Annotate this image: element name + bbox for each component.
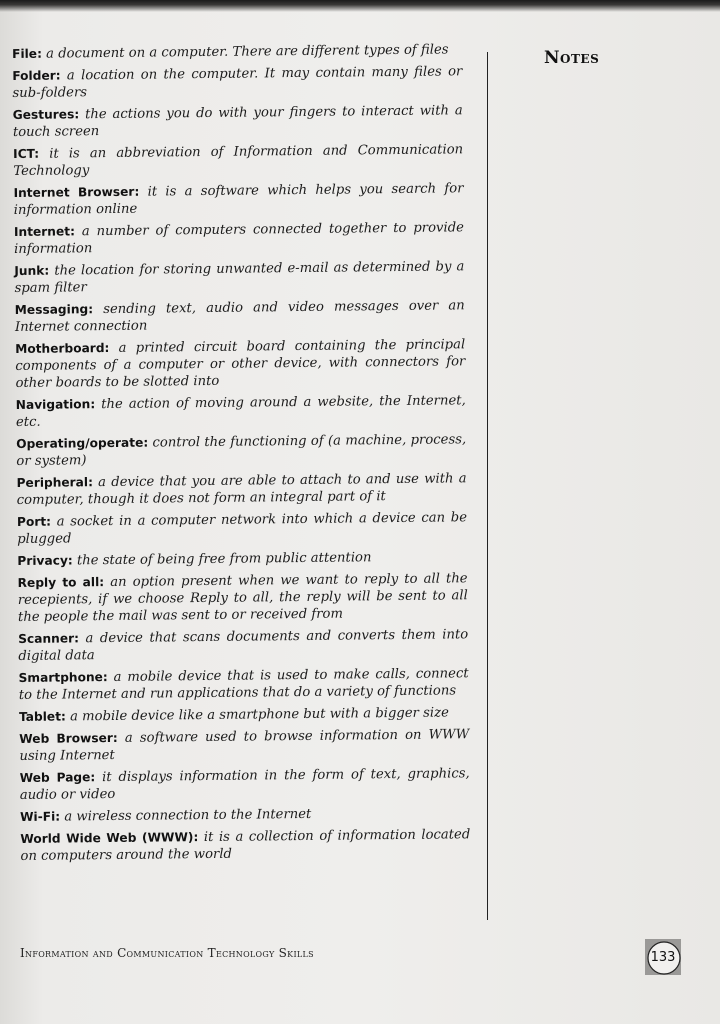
glossary-definition: a wireless connection to the Internet xyxy=(64,806,312,825)
glossary-entry xyxy=(19,665,469,704)
glossary-entry xyxy=(12,63,462,102)
glossary-definition: a printed circuit board containing the principal components of a computer or other device, with connectors for other boards to be slotted into xyxy=(15,337,466,391)
glossary-definition: it is a collection of information located on computers around the world xyxy=(20,827,471,864)
glossary-term: File: xyxy=(12,46,42,61)
glossary-term: Web Page: xyxy=(19,770,96,785)
glossary-definition: control the functioning of (a machine, process, or system) xyxy=(16,432,467,469)
glossary-entry xyxy=(16,392,466,431)
glossary-term: Internet Browser: xyxy=(13,184,140,200)
glossary-entry xyxy=(14,219,464,258)
glossary-entry xyxy=(15,336,466,392)
page-top-shadow xyxy=(0,0,720,12)
glossary-term: Reply to all: xyxy=(17,575,105,590)
glossary-term: Tablet: xyxy=(18,709,66,724)
glossary-entry xyxy=(17,509,467,548)
glossary-entry xyxy=(19,726,469,765)
glossary-term: Messaging: xyxy=(14,302,94,317)
glossary-definition: a document on a computer. There are different types of files xyxy=(46,42,449,62)
glossary-definition: the state of being free from public attention xyxy=(76,550,372,569)
glossary-term: Motherboard: xyxy=(15,340,110,356)
glossary-term: Operating/operate: xyxy=(16,435,149,451)
glossary-entry xyxy=(20,765,470,804)
glossary-definition: a location on the computer. It may contain many files or sub-folders xyxy=(12,64,463,101)
glossary-entry xyxy=(20,804,470,826)
glossary-entry xyxy=(20,826,470,865)
glossary-entry xyxy=(18,626,468,665)
footer-book-title: Information and Communication Technology Skills xyxy=(20,946,314,960)
glossary-definition: sending text, audio and video messages over an Internet connection xyxy=(14,298,465,335)
glossary-entry xyxy=(15,297,465,336)
column-divider xyxy=(487,52,488,920)
notes-heading xyxy=(544,48,599,68)
glossary-term: Internet: xyxy=(13,224,75,239)
glossary-definition: the location for storing unwanted e-mail as determined by a spam filter xyxy=(14,259,465,296)
glossary-definition: it displays information in the form of text, graphics, audio or video xyxy=(19,766,470,803)
glossary-term: Peripheral: xyxy=(16,475,93,490)
glossary-definition: a device that scans documents and converts them into digital data xyxy=(18,627,469,664)
glossary-term: Folder: xyxy=(12,68,61,83)
glossary-definition: it is a software which helps you search for information online xyxy=(13,181,464,218)
glossary-definition: a mobile device that is used to make calls, connect to the Internet and run applications that do a variety of functions xyxy=(18,666,469,703)
glossary-entry xyxy=(12,41,462,63)
glossary-entry xyxy=(18,570,469,626)
glossary-entry xyxy=(17,548,467,570)
glossary-entry xyxy=(14,258,464,297)
page-number-badge xyxy=(643,937,683,977)
glossary-term: Port: xyxy=(16,514,52,529)
glossary-definition: a software used to browse information on WWW using Internet xyxy=(19,727,470,764)
glossary-definition: a number of computers connected together to provide information xyxy=(14,220,465,257)
glossary-definition: a device that you are able to attach to and use with a computer, though it does not form an integral part of it xyxy=(16,471,467,508)
glossary-definition: a mobile device like a smartphone but with a bigger size xyxy=(69,705,449,725)
glossary-term: Wi-Fi: xyxy=(20,809,61,824)
glossary-term: Gestures: xyxy=(12,107,80,122)
glossary-term: Smartphone: xyxy=(18,670,108,685)
glossary-entry xyxy=(13,102,463,141)
glossary-term: Navigation: xyxy=(15,397,96,412)
glossary-term: Web Browser: xyxy=(19,730,118,746)
glossary-entry xyxy=(16,431,466,470)
glossary-term: Privacy: xyxy=(17,553,73,568)
glossary-entry xyxy=(16,470,466,509)
glossary-definition: the action of moving around a website, the Internet, etc. xyxy=(15,393,466,430)
glossary-term: Scanner: xyxy=(18,631,80,646)
notes-heading-text: Notes xyxy=(544,48,600,68)
glossary-definition: it is an abbreviation of Information and Communication Technology xyxy=(13,142,464,179)
page-number: 133 xyxy=(650,949,676,965)
glossary-term: Junk: xyxy=(14,263,50,278)
glossary-definition: the actions you do with your fingers to interact with a touch screen xyxy=(12,103,463,140)
glossary-list xyxy=(12,41,471,870)
glossary-term: World Wide Web (WWW): xyxy=(20,830,199,846)
glossary-definition: an option present when we want to reply to all the recepients, if we choose Reply to all, the reply will be sent to all the people the mail was sent to or received from xyxy=(17,571,468,625)
glossary-entry xyxy=(13,180,463,219)
glossary-term: ICT: xyxy=(13,146,40,161)
glossary-entry xyxy=(13,141,463,180)
glossary-definition: a socket in a computer network into which a device can be plugged xyxy=(17,510,468,547)
glossary-entry xyxy=(19,704,469,726)
